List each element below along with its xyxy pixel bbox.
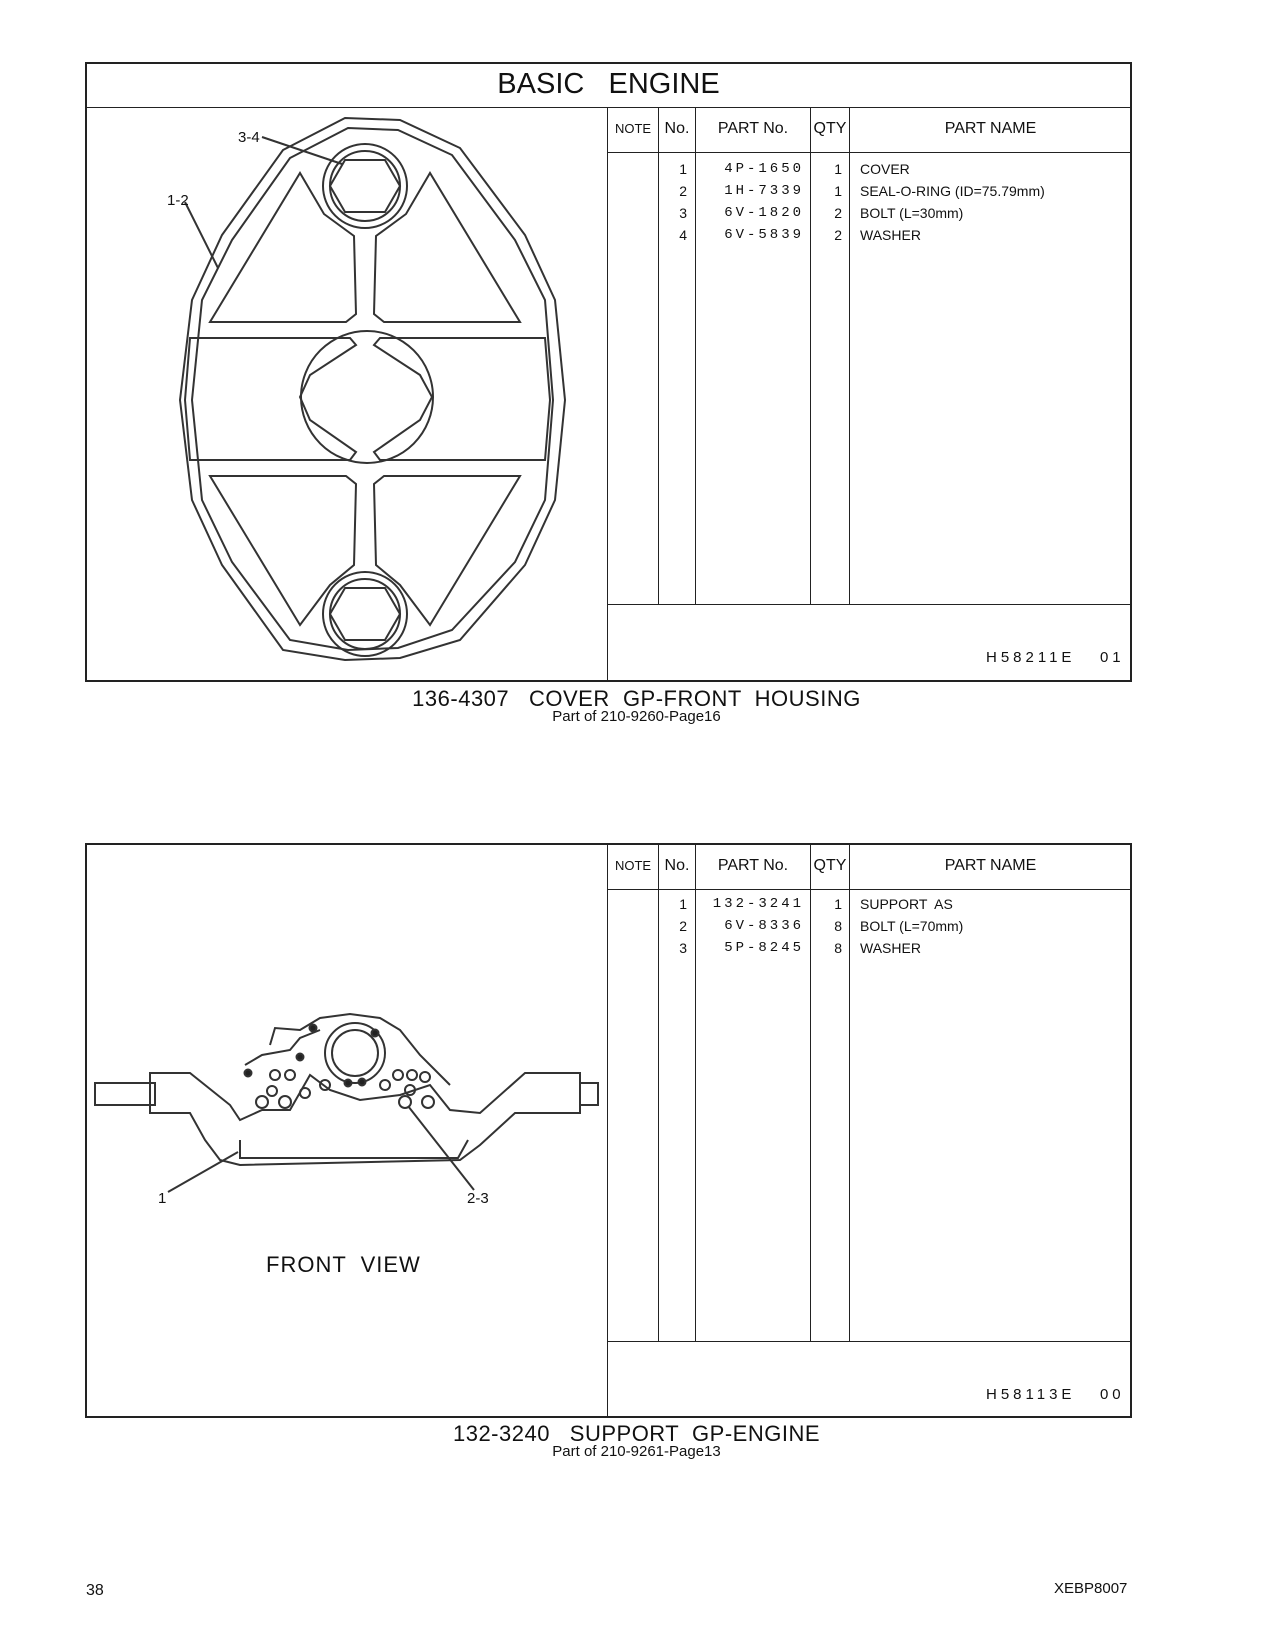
doc-code: XEBP8007 [1054, 1580, 1128, 1597]
group2-caption-sub: Part of 210-9261-Page13 [552, 1443, 721, 1460]
row-part-name: SUPPORT AS [860, 896, 953, 912]
view-label: FRONT VIEW [266, 1252, 421, 1277]
row-part-name: BOLT (L=70mm) [860, 918, 964, 934]
row-no: 3 [679, 940, 687, 956]
header-note: NOTE [614, 121, 652, 136]
header-part-no: PART No. [717, 857, 789, 874]
row-part-no: 4P-1650 [724, 161, 804, 177]
header-part-no: PART No. [717, 120, 789, 137]
row-part-no: 1H-7339 [724, 183, 804, 199]
group2-caption-title: 132-3240 SUPPORT GP-ENGINE [452, 1421, 821, 1446]
row-part-no: 6V-8336 [724, 918, 804, 934]
callout-label: 1 [158, 1190, 167, 1207]
row-part-name: WASHER [860, 227, 921, 243]
row-no: 1 [679, 896, 687, 912]
row-part-name: SEAL-O-RING (ID=75.79mm) [860, 183, 1045, 199]
row-qty: 8 [834, 940, 842, 956]
group1-caption-title: 136-4307 COVER GP-FRONT HOUSING [412, 686, 861, 711]
row-part-name: BOLT (L=30mm) [860, 205, 964, 221]
callout-label: 2-3 [467, 1190, 489, 1207]
callout-label: 3-4 [238, 129, 260, 146]
row-qty: 1 [834, 896, 842, 912]
row-part-no: 6V-5839 [724, 227, 804, 243]
header-note: NOTE [614, 858, 652, 873]
page-number: 38 [86, 1582, 104, 1599]
row-part-no: 6V-1820 [724, 205, 804, 221]
row-qty: 8 [834, 918, 842, 934]
header-no: No. [664, 120, 690, 137]
header-part-name: PART NAME [944, 120, 1037, 137]
row-part-name: COVER [860, 161, 910, 177]
header-qty: QTY [813, 120, 847, 137]
section-title: BASIC ENGINE [497, 68, 720, 100]
row-part-name: WASHER [860, 940, 921, 956]
row-qty: 2 [834, 227, 842, 243]
header-qty: QTY [813, 857, 847, 874]
row-part-no: 132-3241 [712, 896, 804, 912]
drawing-code: H58211E 01 [986, 649, 1125, 666]
header-no: No. [664, 857, 690, 874]
row-part-no: 5P-8245 [724, 940, 804, 956]
row-no: 2 [679, 918, 687, 934]
header-part-name: PART NAME [944, 857, 1037, 874]
row-qty: 2 [834, 205, 842, 221]
drawing-code: H58113E 00 [986, 1386, 1125, 1403]
row-qty: 1 [834, 183, 842, 199]
callout-label: 1-2 [167, 192, 189, 209]
row-no: 1 [679, 161, 687, 177]
group1-caption-sub: Part of 210-9260-Page16 [552, 708, 721, 725]
row-qty: 1 [834, 161, 842, 177]
row-no: 2 [679, 183, 687, 199]
row-no: 3 [679, 205, 687, 221]
row-no: 4 [679, 227, 687, 243]
